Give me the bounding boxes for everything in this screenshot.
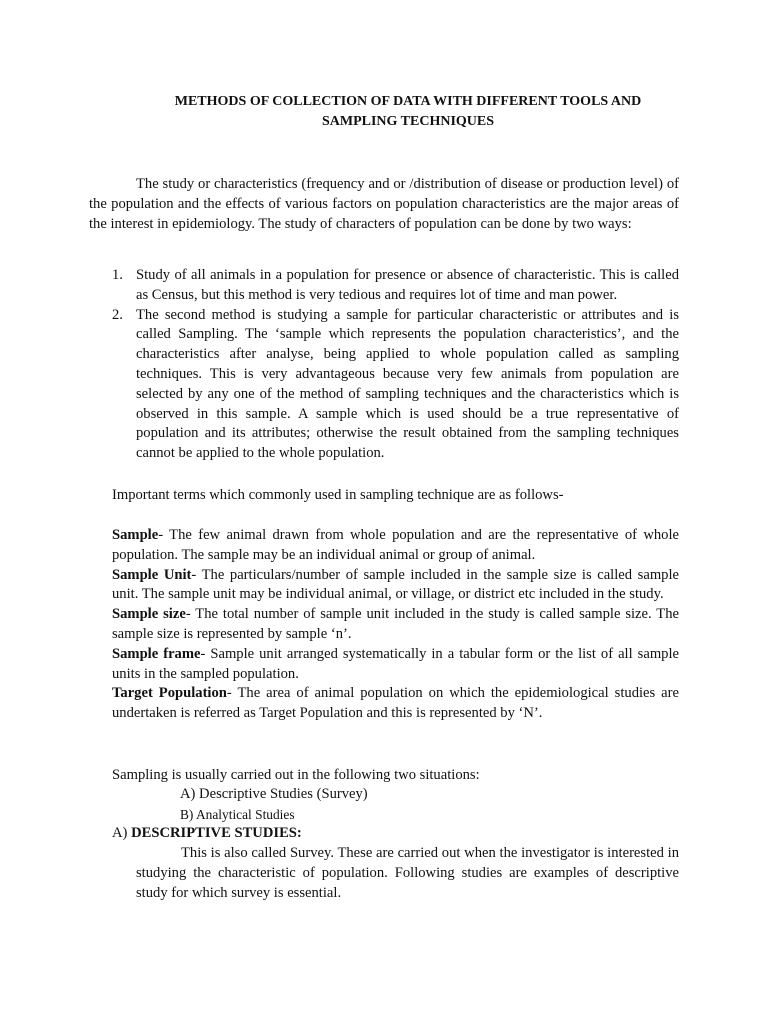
section-heading-prefix: A) bbox=[112, 825, 128, 841]
methods-list bbox=[112, 266, 679, 464]
term-entry bbox=[112, 566, 679, 606]
list-number: 1. bbox=[112, 267, 123, 283]
term-label: Target Population bbox=[112, 685, 227, 702]
list-item bbox=[112, 266, 679, 306]
term-definition: - The area of animal population on which the epidemiological studies are undertaken is referred as Target Population and this is represented by ‘N’. bbox=[112, 685, 679, 722]
list-number: 2. bbox=[112, 306, 123, 323]
term-entry bbox=[112, 526, 679, 566]
term-label: Sample frame bbox=[112, 645, 201, 662]
document-title bbox=[112, 92, 704, 132]
term-definition: - The few animal drawn from whole population and are the representative of whole population. The sample may be an individual animal or group of animal. bbox=[112, 527, 679, 563]
title-line-2: SAMPLING TECHNIQUES bbox=[321, 114, 495, 129]
important-terms-intro: Important terms which commonly used in sampling technique are as follows- bbox=[112, 487, 564, 503]
term-definition: - The total number of sample unit included in the study is called sample size. The sample size is represented by sample ‘n’. bbox=[112, 606, 679, 642]
situations-intro: Sampling is usually carried out in the following two situations: bbox=[112, 767, 480, 783]
term-entry bbox=[112, 645, 679, 685]
intro-paragraph: The study or characteristics (frequency and or /distribution of disease or production level) of the population and the effects of various factors on population characteristics are the major areas of the interest in epidemiology. The study of characters of population can be done by two ways: bbox=[89, 176, 679, 232]
term-entry bbox=[112, 684, 679, 724]
term-definition: - The particulars/number of sample included in the sample size is called sample unit. The sample unit may be individual animal, or village, or district etc included in the study. bbox=[112, 566, 680, 603]
term-label: Sample size bbox=[112, 606, 186, 623]
descriptive-paragraph: This is also called Survey. These are carried out when the investigator is interested in studying the characteristic of population. Following studies are examples of descriptive study for which survey is essential. bbox=[136, 845, 679, 901]
term-definition: - Sample unit arranged systematically in a tabular form or the list of all sample units in the sampled population. bbox=[112, 645, 679, 682]
situation-descriptive: A) Descriptive Studies (Survey) bbox=[180, 786, 368, 802]
list-text: The second method is studying a sample for particular characteristic or attributes and is called Sampling. The ‘sample which represents the population characteristics’, and the characteristics after analyse, being applied to whole population called as sampling techniques. This is very advantageous because very few animals from population are selected by any one of the method of sampling techniques and the characteristics which is observed in this sample. A sample which is used should be a true representative of population and its attributes; otherwise the result obtained from the sampling techniques cannot be applied to the whole population. bbox=[136, 306, 679, 462]
situation-analytical: B) Analytical Studies bbox=[180, 807, 295, 822]
list-text: Study of all animals in a population for presence or absence of characteristic. This is called as Census, but this method is very tedious and requires lot of time and man power. bbox=[136, 267, 679, 303]
section-heading-text: DESCRIPTIVE STUDIES: bbox=[131, 825, 302, 841]
section-heading-descriptive bbox=[112, 824, 302, 844]
title-line-1: METHODS OF COLLECTION OF DATA WITH DIFFERENT TOOLS AND bbox=[174, 94, 642, 109]
term-label: Sample Unit bbox=[112, 566, 192, 583]
term-entry bbox=[112, 605, 679, 645]
term-label: Sample bbox=[112, 527, 159, 543]
terms-section bbox=[112, 526, 679, 724]
list-item bbox=[112, 306, 679, 464]
